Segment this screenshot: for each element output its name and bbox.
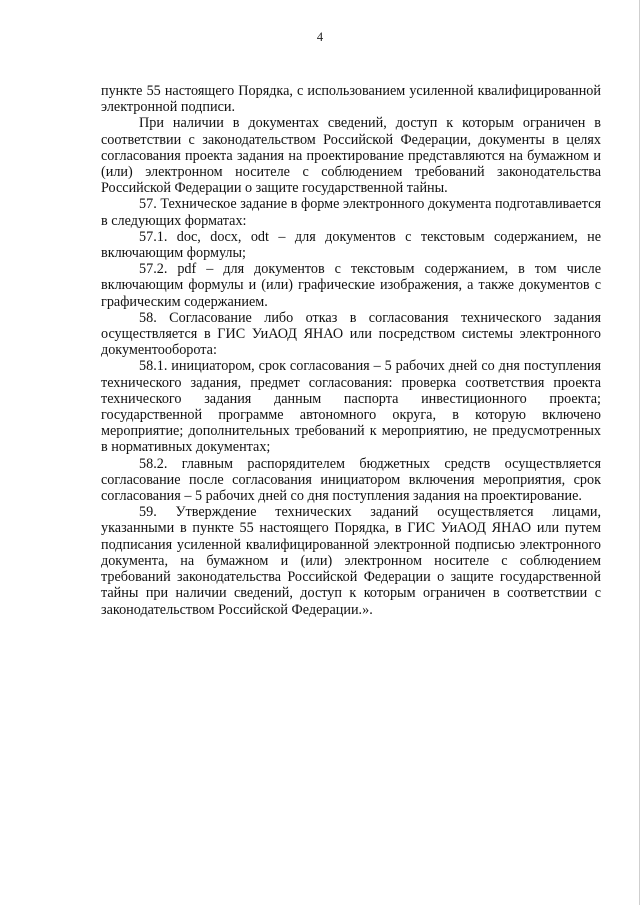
paragraph-57-2: 57.2. pdf – для документов с текстовым содержанием, в том числе включающим формулы и (или) графические изображения, а также документов с графическим содержанием. — [101, 261, 601, 310]
paragraph-57: 57. Техническое задание в форме электронного документа подготавливается в следующих форматах: — [101, 196, 601, 229]
document-body — [101, 83, 601, 618]
paragraph-58-2: 58.2. главным распорядителем бюджетных средств осуществляется согласование после согласования инициатором включения мероприятия, срок согласования – 5 рабочих дней со дня поступления задания на проектирование. — [101, 455, 601, 505]
paragraph-state-secret: При наличии в документах сведений, доступ к которым ограничен в соответствии с законодательством Российской Федерации, документы в целях согласования проекта задания на проектирование представляются на бумажном и (или) электронном носителе с соблюдением требований законодательства Российской Федерации о защите государственной тайны. — [101, 115, 601, 197]
page-number: 4 — [316, 30, 324, 44]
paragraph-58-1: 58.1. инициатором, срок согласования – 5 рабочих дней со дня поступления технического задания, предмет согласования: проверка соответствия проекта технического задания данным паспорта инвестиционного проекта; государственной программе автономного округа, в которую включено мероприятие; дополнительных требований к мероприятию, не предусмотренных в нормативных документах; — [101, 358, 601, 456]
paragraph-59: 59. Утверждение технических заданий осуществляется лицами, указанными в пункте 55 настоящего Порядка, в ГИС УиАОД ЯНАО или путем подписания усиленной квалифицированной электронной подписью электронного документа, на бумажном и (или) электронном носителе с соблюдением требований законодательства Российской Федерации о защите государственной тайны при наличии сведений, доступ к которым ограничен в соответствии с законодательством Российской Федерации.». — [101, 504, 601, 618]
paragraph-continuation: пункте 55 настоящего Порядка, с использованием усиленной квалифицированной электронной подписи. — [101, 83, 601, 116]
paragraph-58: 58. Согласование либо отказ в согласования технического задания осуществляется в ГИС УиАОД ЯНАО или посредством системы электронного документооборота: — [101, 309, 601, 359]
paragraph-57-1: 57.1. doc, docx, odt – для документов с текстовым содержанием, не включающим формулы; — [101, 228, 601, 262]
